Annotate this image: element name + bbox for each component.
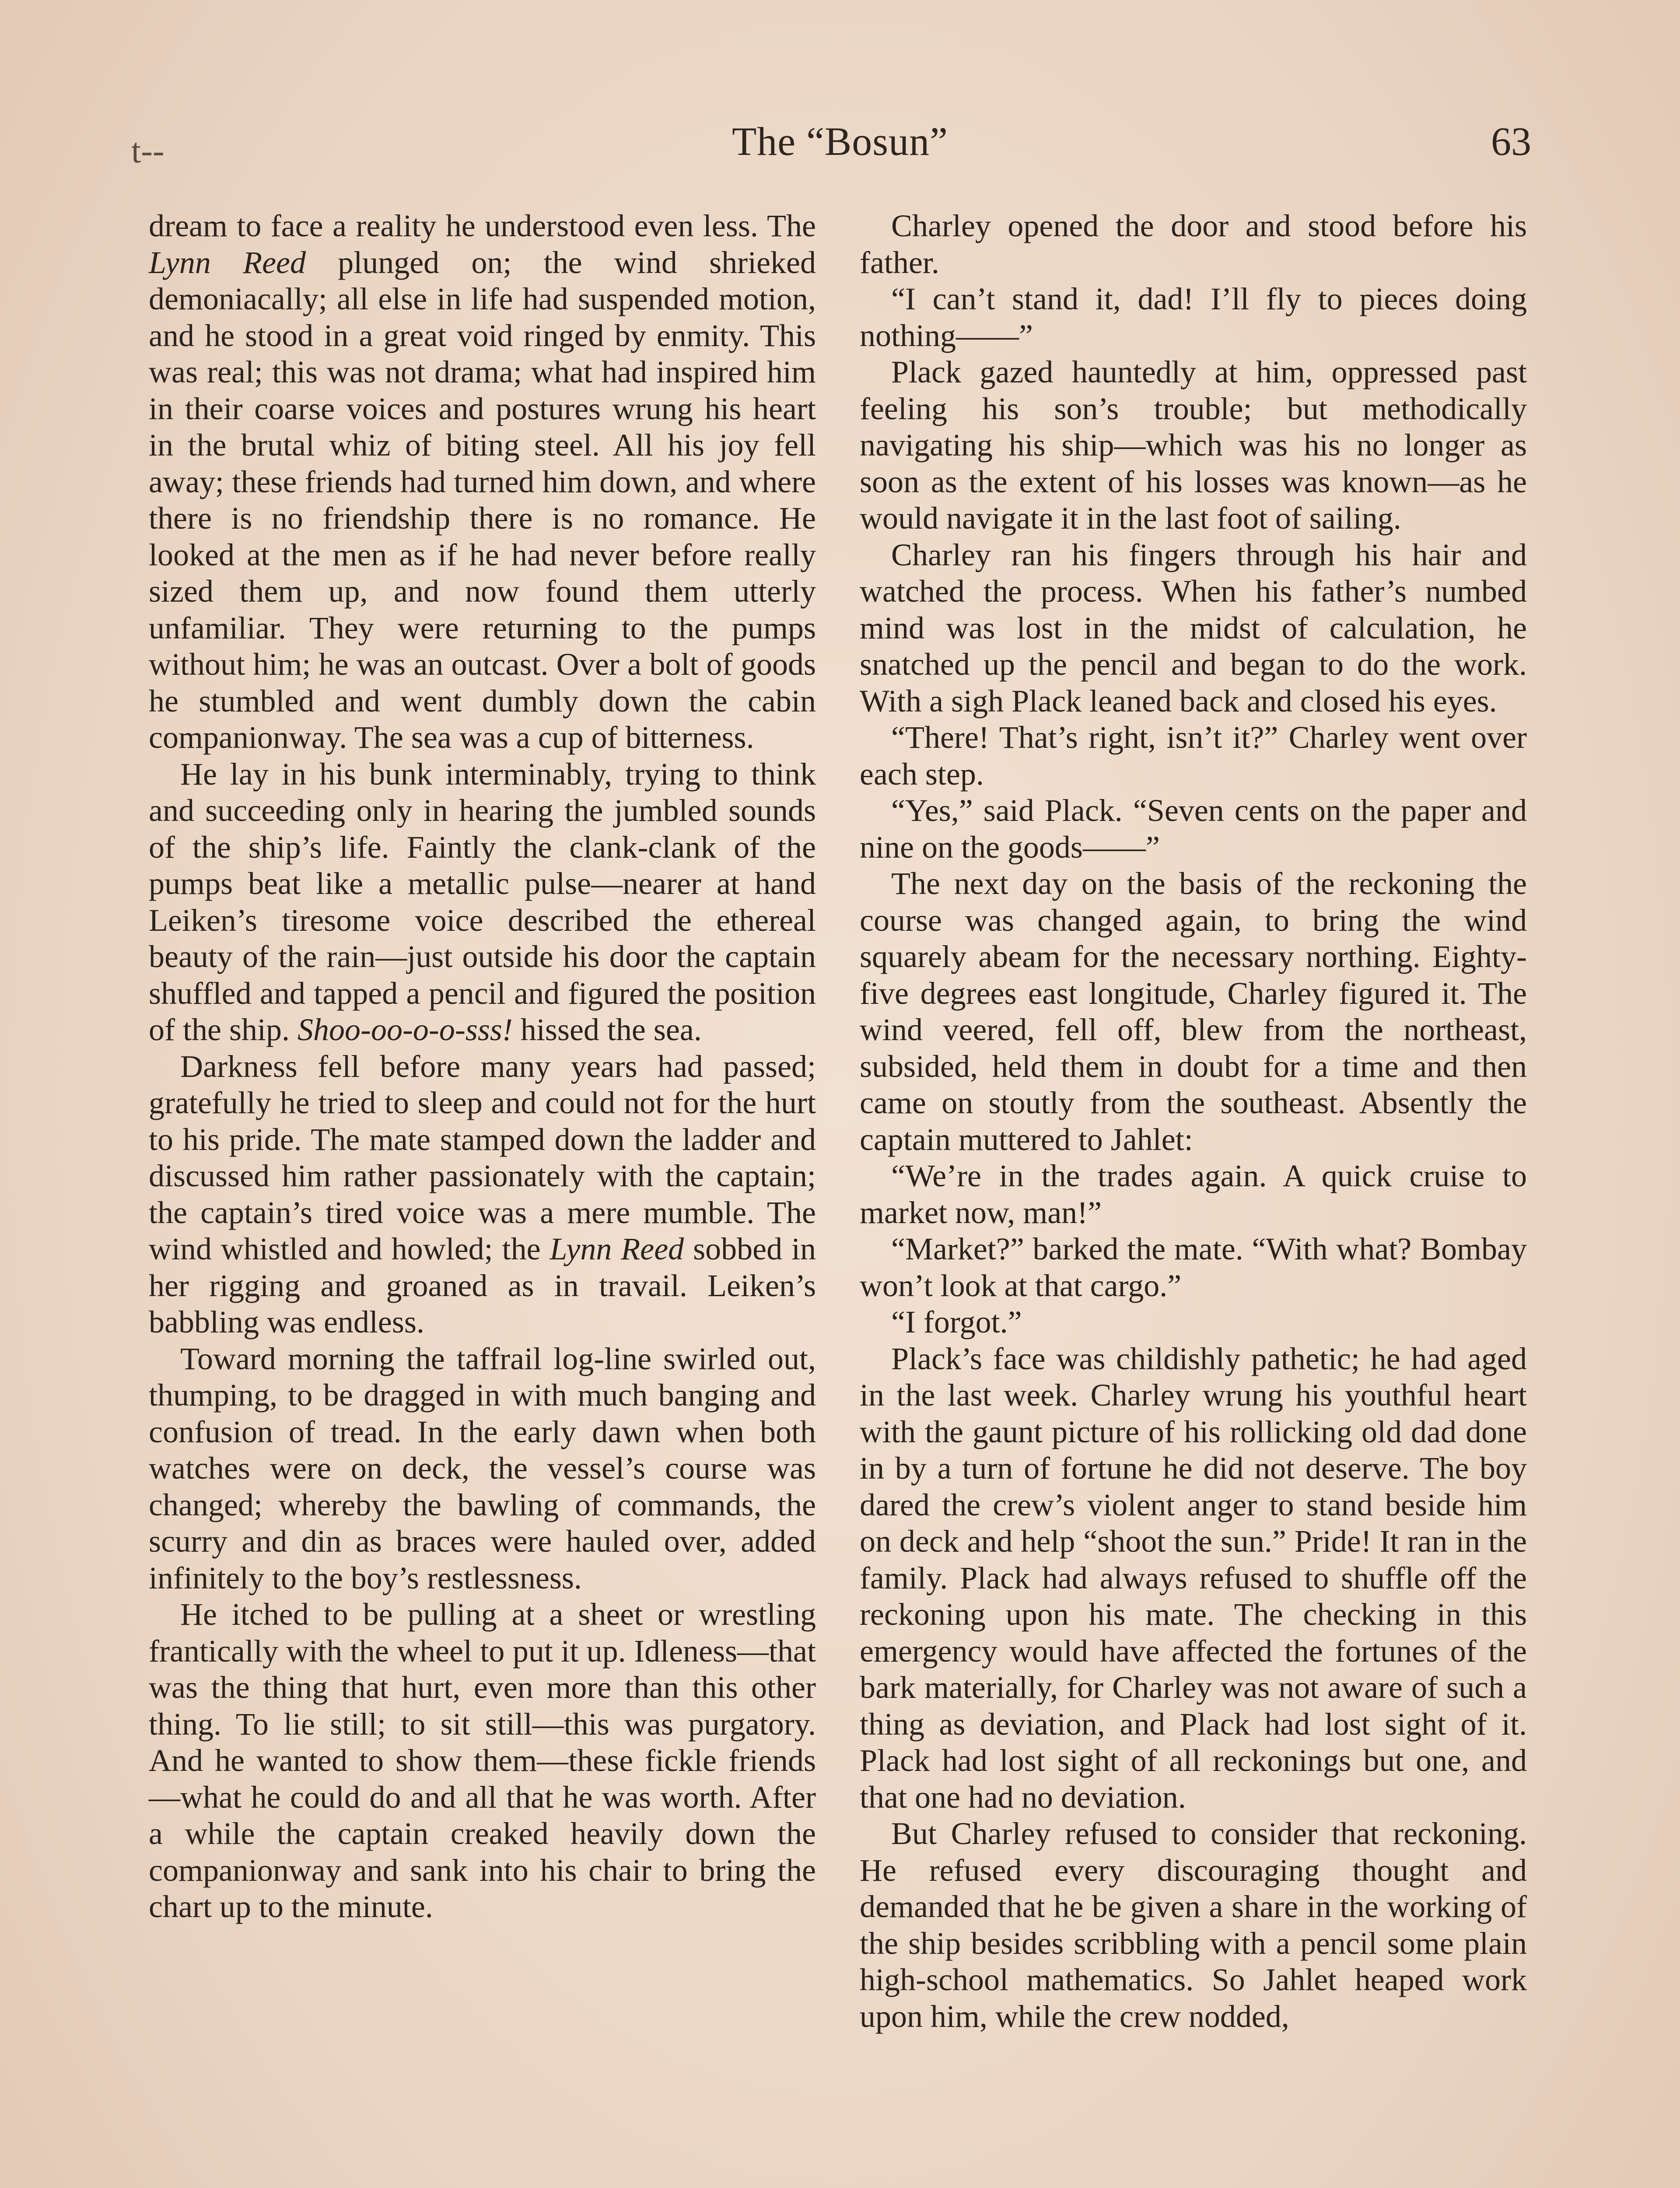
text-segment: Plack gazed hauntedly at him, oppressed past feeling his son’s trouble; but methodically navigating his ship—which was his no longer as soon as the extent of his losses was known—as he would navigate it in the last foot of sailing. bbox=[860, 354, 1527, 536]
paragraph bbox=[860, 1816, 1527, 2035]
paragraph bbox=[149, 756, 816, 1048]
text-segment: “I forgot.” bbox=[891, 1304, 1022, 1339]
paragraph bbox=[860, 1341, 1527, 1816]
paragraph bbox=[860, 719, 1527, 792]
paragraph bbox=[860, 1158, 1527, 1231]
text-segment: “I can’t stand it, dad! I’ll fly to pieces doing nothing——” bbox=[860, 281, 1527, 353]
text-segment: He lay in his bunk interminably, trying to think and succeeding only in hearing the jumbled sounds of the ship’s life. Faintly the clank-clank of the pumps beat like a metallic pulse—nearer at hand Leiken’s tiresome voice described the ethereal beauty of the rain—just outside his door the captain shuffled and tapped a pencil and figured the position of the ship. bbox=[149, 756, 816, 1047]
text-segment: dream to face a reality he understood even less. The bbox=[149, 208, 816, 243]
paragraph bbox=[149, 208, 816, 756]
text-segment: The next day on the basis of the reckoning the course was changed again, to bring the wind squarely abeam for the necessary northing. Eighty-five degrees east longitude, Charley figured it. The wind veered, fell off, blew from the northeast, subsided, held them in doubt for a time and then came on stoutly from the southeast. Absently the captain muttered to Jahlet: bbox=[860, 866, 1527, 1157]
paragraph bbox=[860, 281, 1527, 354]
right-column bbox=[860, 208, 1527, 2035]
text-segment: hissed the sea. bbox=[512, 1012, 702, 1047]
text-segment: But Charley refused to consider that reckoning. He refused every discouraging thought and demanded that he be given a share in the working of the ship besides scribbling with a pencil some plain high-school mathematics. So Jahlet heaped work upon him, while the crew nodded, bbox=[860, 1816, 1527, 2034]
text-segment: Plack’s face was childishly pathetic; he had aged in the last week. Charley wrung his youthful heart with the gaunt picture of his rollicking old dad done in by a turn of fortune he did not deserve. The boy dared the crew’s violent anger to stand beside him on deck and help “shoot the sun.” Pride! It ran in the family. Plack had always refused to shuffle off the reckoning upon his mate. The checking in this emergency would have affected the fortunes of the bark materially, for Charley was not aware of such a thing as deviation, and Plack had lost sight of it. Plack had lost sight of all reckonings but one, and that one had no deviation. bbox=[860, 1341, 1527, 1815]
italic-text: Lynn Reed bbox=[550, 1231, 684, 1266]
text-segment: sobbed in her rigging and groaned as in travail. Leiken’s babbling was endless. bbox=[149, 1231, 816, 1339]
text-segment: “Yes,” said Plack. “Seven cents on the paper and nine on the goods——” bbox=[860, 793, 1527, 865]
text-segment: Charley ran his fingers through his hair and watched the process. When his father’s numbed mind was lost in the midst of calculation, he snatched up the pencil and began to do the work. With a sigh Plack leaned back and closed his eyes. bbox=[860, 537, 1527, 719]
left-column bbox=[149, 208, 816, 1925]
italic-text: Lynn Reed bbox=[149, 245, 306, 280]
page-number: 63 bbox=[1491, 119, 1531, 164]
paragraph bbox=[860, 792, 1527, 866]
text-segment: “There! That’s right, isn’t it?” Charley went over each step. bbox=[860, 720, 1527, 792]
italic-text: Shoo-oo-o-o-sss! bbox=[297, 1012, 513, 1047]
paragraph bbox=[860, 537, 1527, 720]
paragraph bbox=[860, 354, 1527, 537]
text-segment: Darkness fell before many years had passed; gratefully he tried to sleep and could not for the hurt to his pride. The mate stamped down the ladder and discussed him rather passionately with the captain; the captain’s tired voice was a mere mumble. The wind whistled and howled; the bbox=[149, 1048, 816, 1266]
paragraph bbox=[149, 1341, 816, 1597]
margin-mark: t-- bbox=[131, 132, 164, 170]
running-head: The “Bosun” bbox=[732, 119, 948, 164]
paragraph bbox=[149, 1596, 816, 1925]
paragraph bbox=[860, 1231, 1527, 1304]
text-segment: “Market?” barked the mate. “With what? Bombay won’t look at that cargo.” bbox=[860, 1231, 1527, 1303]
text-segment: plunged on; the wind shrieked demoniacally; all else in life had suspended motion, and he stood in a great void ringed by enmity. This was real; this was not drama; what had inspired him in their coarse voices and postures wrung his heart in the brutal whiz of biting steel. All his joy fell away; these friends had turned him down, and where there is no friendship there is no romance. He looked at the men as if he had never before really sized them up, and now found them utterly unfamiliar. They were returning to the pumps without him; he was an outcast. Over a bolt of goods he stumbled and went dumbly down the cabin companionway. The sea was a cup of bitterness. bbox=[149, 245, 816, 755]
paragraph bbox=[860, 208, 1527, 281]
text-segment: Charley opened the door and stood before his father. bbox=[860, 208, 1527, 280]
paragraph bbox=[149, 1048, 816, 1341]
text-segment: “We’re in the trades again. A quick cruise to market now, man!” bbox=[860, 1158, 1527, 1230]
paragraph bbox=[860, 1304, 1527, 1341]
text-segment: He itched to be pulling at a sheet or wrestling frantically with the wheel to put it up. Idleness—that was the thing that hurt, even more than this other thing. To lie still; to sit still—this was purgatory. And he wanted to show them—these fickle friends—what he could do and all that he was worth. After a while the captain creaked heavily down the companionway and sank into his chair to bring the chart up to the minute. bbox=[149, 1597, 816, 1924]
text-segment: Toward morning the taffrail log-line swirled out, thumping, to be dragged in with much banging and confusion of tread. In the early dawn when both watches were on deck, the vessel’s course was changed; whereby the bawling of commands, the scurry and din as braces were hauled over, added infinitely to the boy’s restlessness. bbox=[149, 1341, 816, 1595]
paragraph bbox=[860, 866, 1527, 1158]
